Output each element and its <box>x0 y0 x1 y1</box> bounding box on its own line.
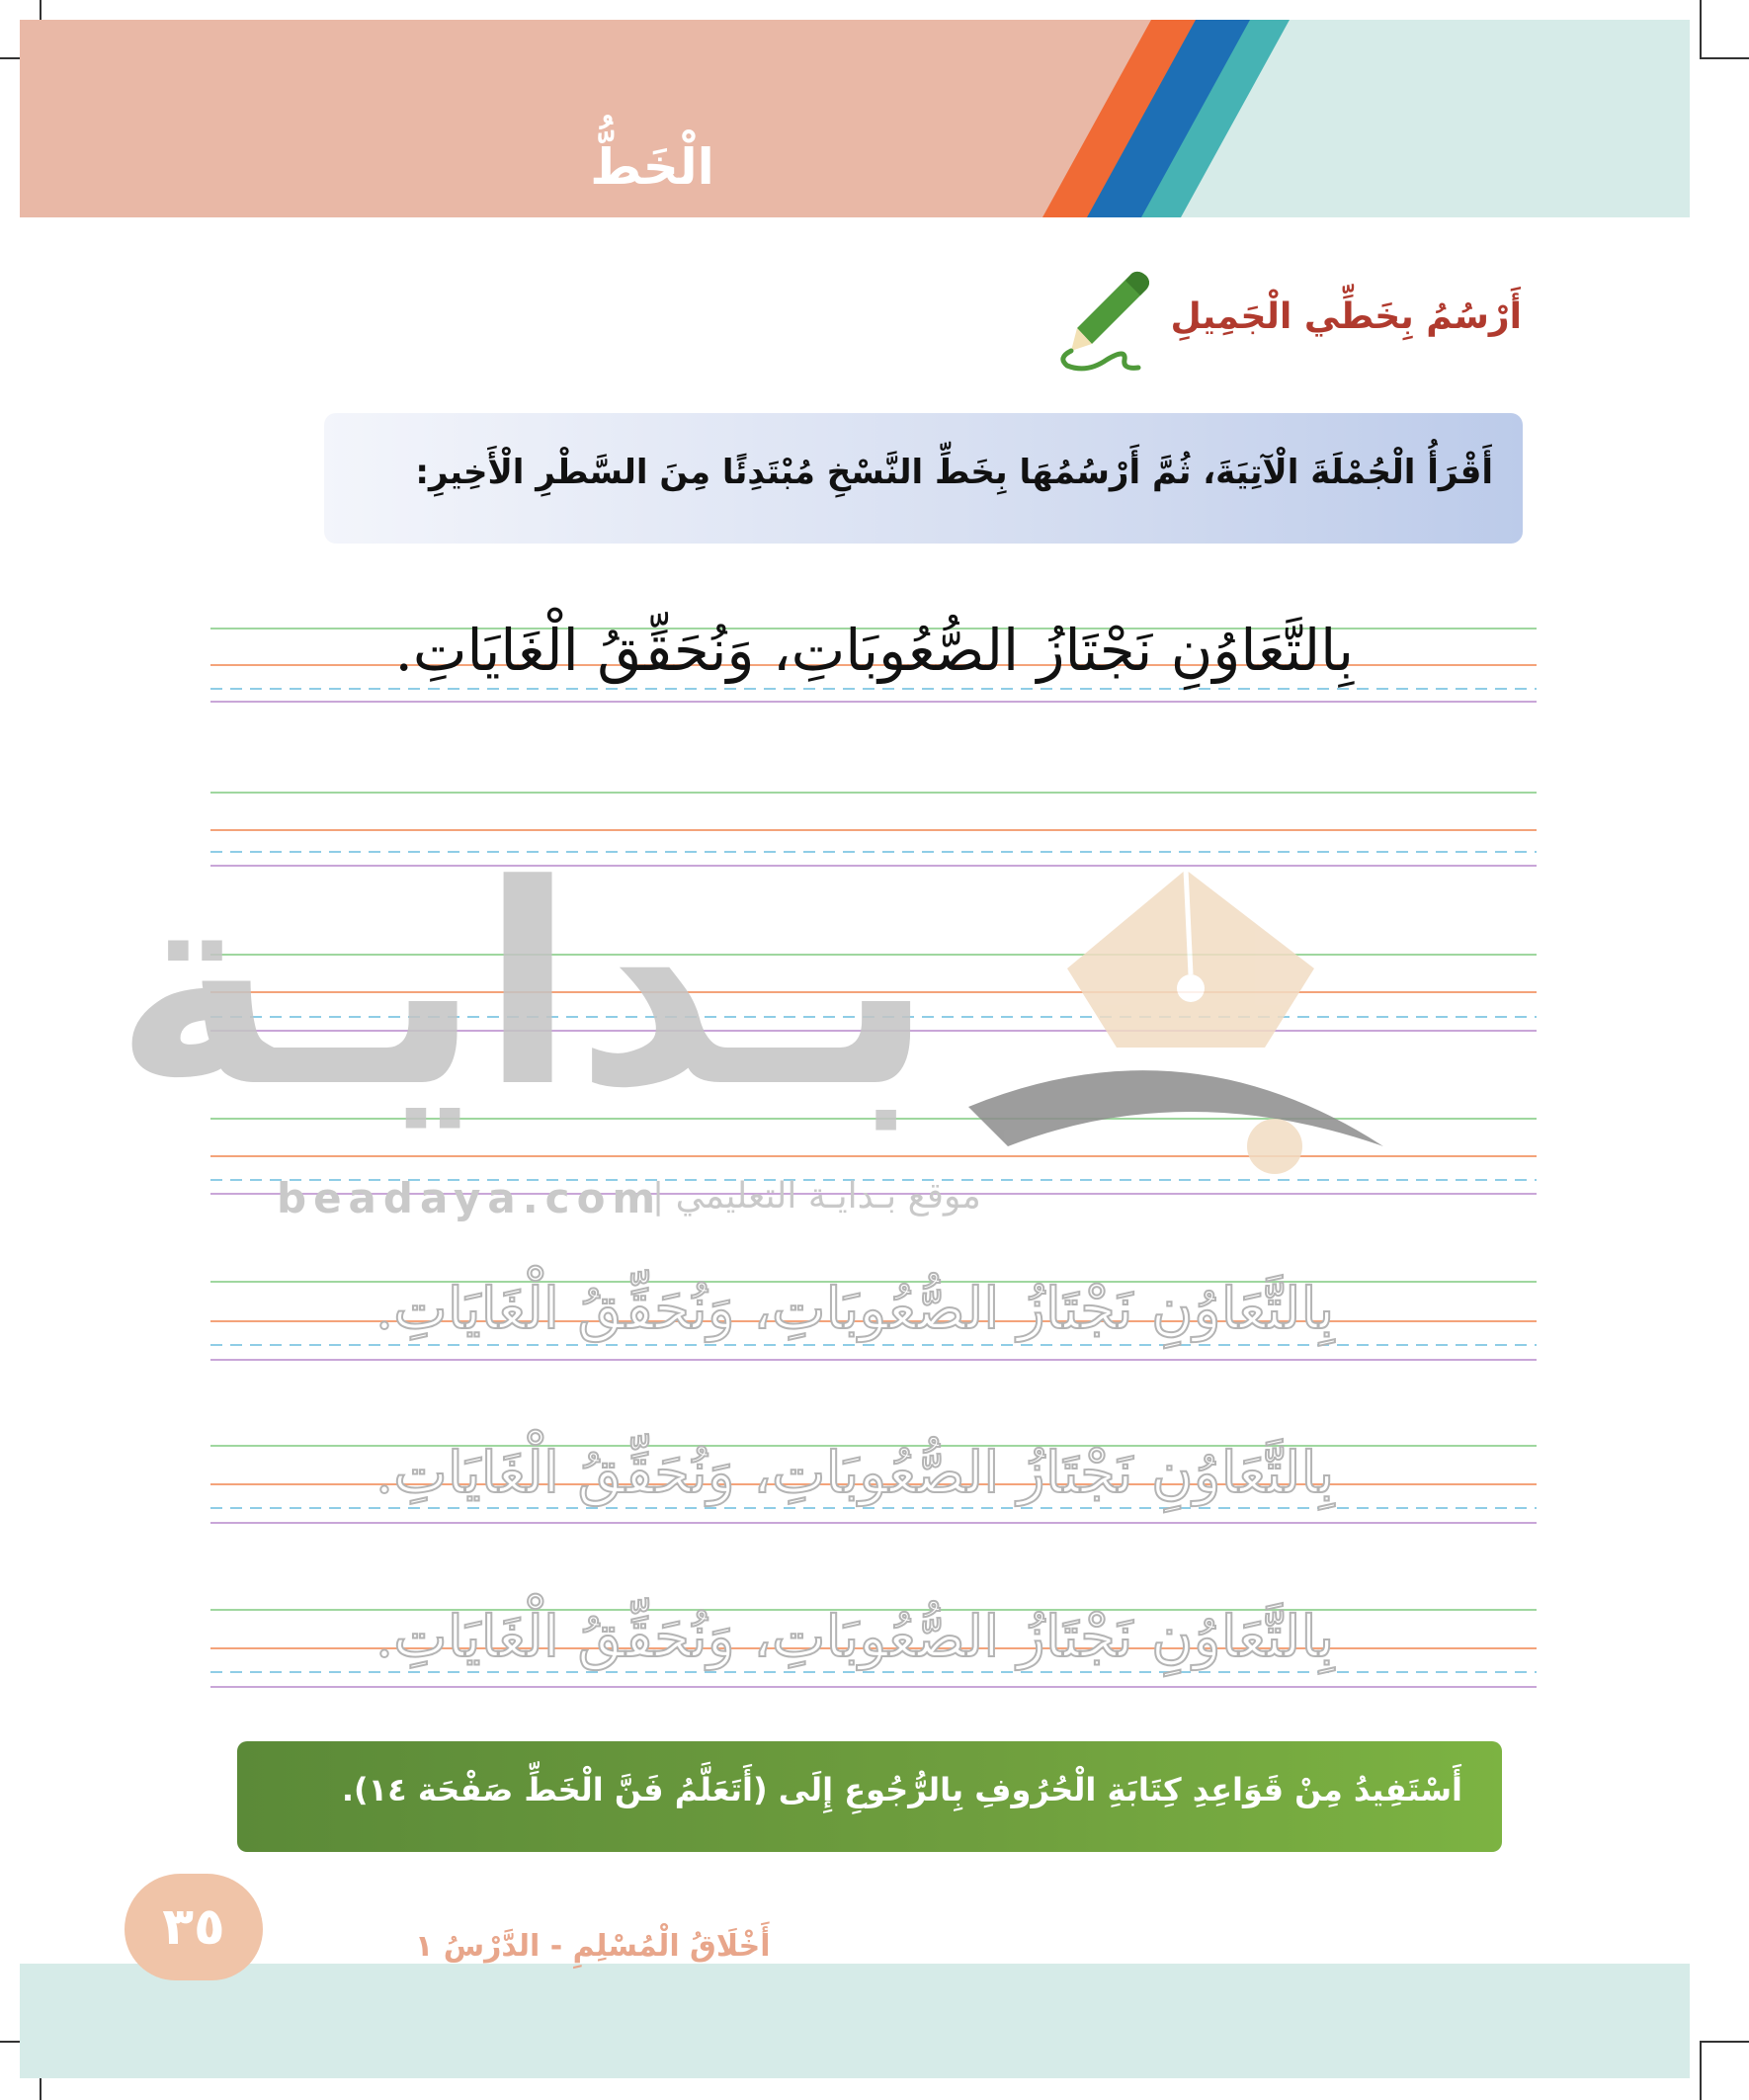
instruction-text: أَقْرَأُ الْجُمْلَةَ الْآتِيَةَ، ثُمَّ أَرْسُمُهَا بِخَطِّ النَّسْخِ مُبْتَدِئًا مِنَ السَّطْرِ الْأَخِيرِ: <box>415 453 1493 492</box>
trace-line-2: بِالتَّعَاوُنِ نَجْتَازُ الصُّعُوبَاتِ، وَنُحَقِّقُ الْغَايَاتِ. <box>375 1439 1335 1506</box>
page-number: ٣٥ <box>125 1874 263 1980</box>
watermark-url: beadaya.com <box>277 1174 663 1222</box>
watermark-logo <box>114 826 1502 1206</box>
watermark-logo-text: بـدايـة <box>114 826 934 1148</box>
footer-book-label: أَخْلَاقُ الْمُسْلِمِ - الدَّرْسُ ١ <box>415 1929 771 1964</box>
trace-line-1: بِالتَّعَاوُنِ نَجْتَازُ الصُّعُوبَاتِ، وَنُحَقِّقُ الْغَايَاتِ. <box>375 1275 1335 1342</box>
trace-line-3: بِالتَّعَاوُنِ نَجْتَازُ الصُّعُوبَاتِ، وَنُحَقِّقُ الْغَايَاتِ. <box>375 1603 1335 1670</box>
page-title: الْخَطُّ <box>590 138 714 196</box>
section-title: أَرْسُمُ بِخَطِّي الْجَمِيلِ <box>1170 296 1522 337</box>
tip-banner <box>237 1741 1502 1852</box>
footer-white-strip <box>20 1894 1690 1964</box>
watermark-site-name: موقع بـدايـة التعليمي | <box>652 1176 981 1217</box>
model-sentence: بِالتَّعَاوُنِ نَجْتَازُ الصُّعُوبَاتِ، وَنُحَقِّقُ الْغَايَاتِ. <box>394 617 1354 684</box>
tip-text: أَسْتَفِيدُ مِنْ قَوَاعِدِ كِتَابَةِ الْحُرُوفِ بِالرُّجُوعِ إِلَى (أَتَعَلَّمُ فَنَّ الْخَطِّ صَفْحَة ١٤). <box>341 1771 1462 1808</box>
